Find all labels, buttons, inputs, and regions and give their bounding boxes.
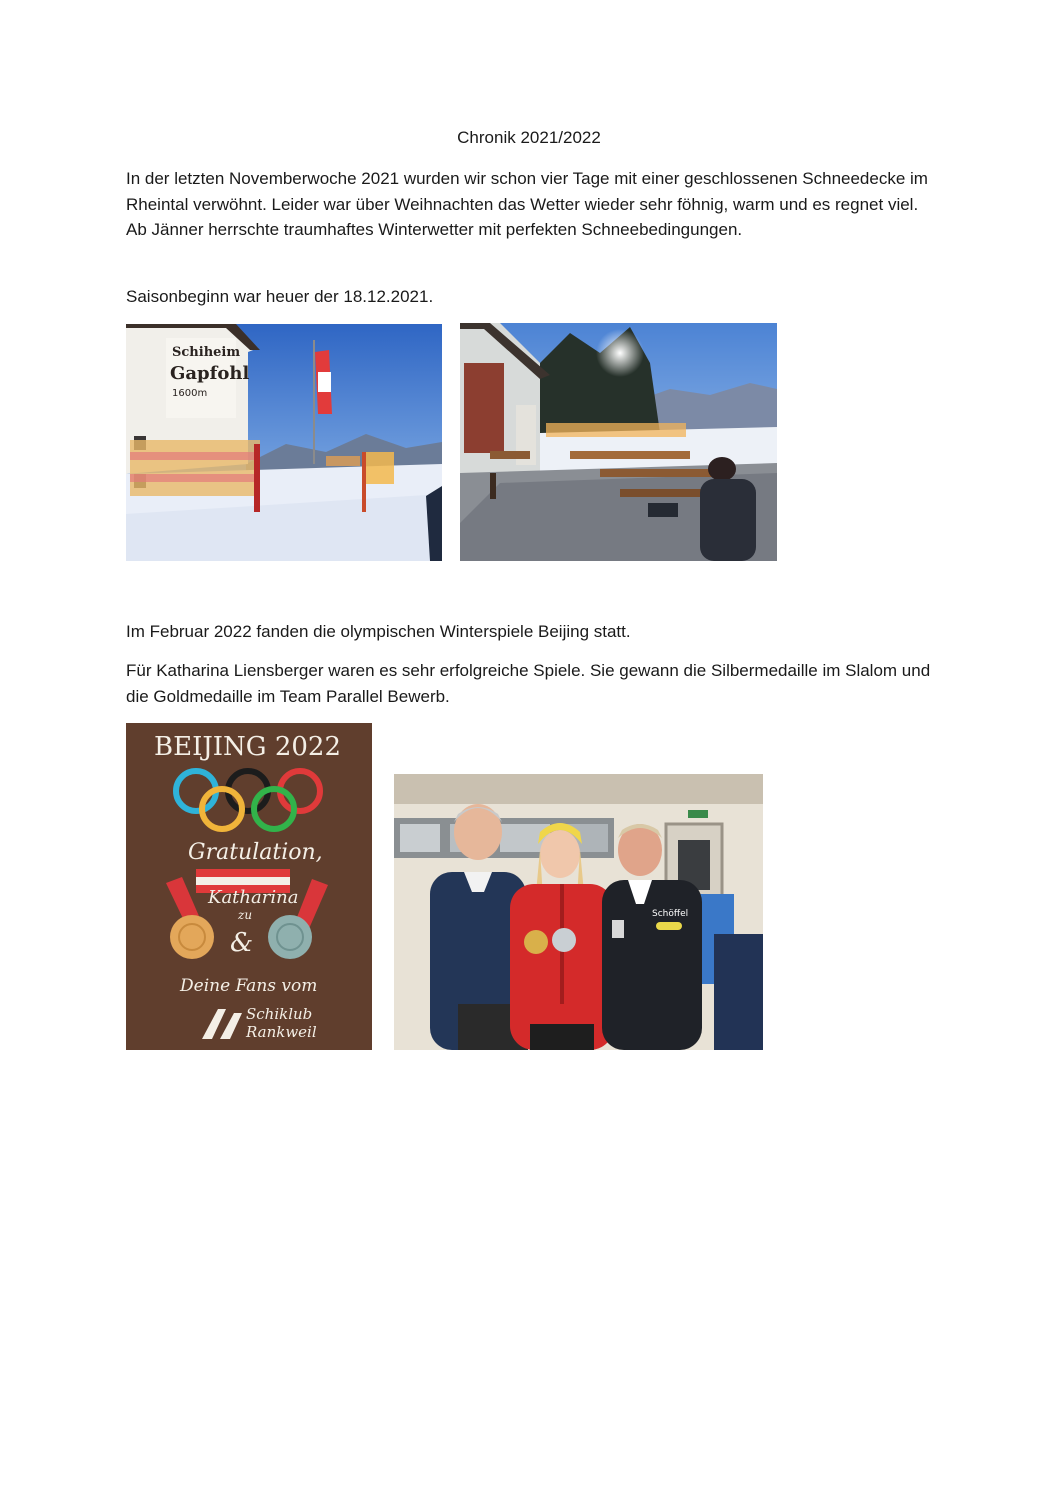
page-title: Chronik 2021/2022	[457, 128, 601, 147]
cake-club1: Schiklub	[246, 1005, 313, 1023]
cake-line3: zu	[238, 908, 253, 922]
paragraph-season-intro: In der letzten Novemberwoche 2021 wurden wir schon vier Tage mit einer geschlossenen Schneedecke im Rheintal verwöhnt. Leider war über Weihnachten das Wetter wieder sehr föhnig, warm und es regnet viel. Ab Jänner herrschte traumhaftes Winterwetter mit perfekten Schneebedingungen.	[126, 169, 928, 239]
photo-medalist-group	[394, 774, 763, 1050]
cake-ampersand: &	[230, 928, 254, 958]
photo-congratulation-cake	[126, 723, 372, 1050]
cake-line2: Katharina	[208, 887, 299, 908]
paragraph-olympics: Im Februar 2022 fanden die olympischen Winterspiele Beijing statt.	[126, 622, 631, 641]
jacket-brand-label: Schöffel	[652, 909, 689, 919]
photo-hut-flag	[126, 324, 442, 561]
hut-sign-line1: Schiheim	[172, 345, 241, 360]
hut-sign-line2: Gapfohl	[170, 363, 250, 384]
paragraph-season-start: Saisonbeginn war heuer der 18.12.2021.	[126, 287, 434, 306]
cake-line4: Deine Fans vom	[180, 976, 318, 996]
cake-club2: Rankweil	[246, 1023, 317, 1041]
hut-sign-line3: 1600m	[172, 388, 208, 399]
paragraph-liensberger: Für Katharina Liensberger waren es sehr erfolgreiche Spiele. Sie gewann die Silbermedaille im Slalom und die Goldmedaille im Team Parallel Bewerb.	[126, 661, 931, 706]
cake-headline: BEIJING 2022	[154, 732, 342, 762]
cake-line1: Gratulation,	[188, 840, 323, 865]
photo-terrace	[460, 323, 777, 561]
